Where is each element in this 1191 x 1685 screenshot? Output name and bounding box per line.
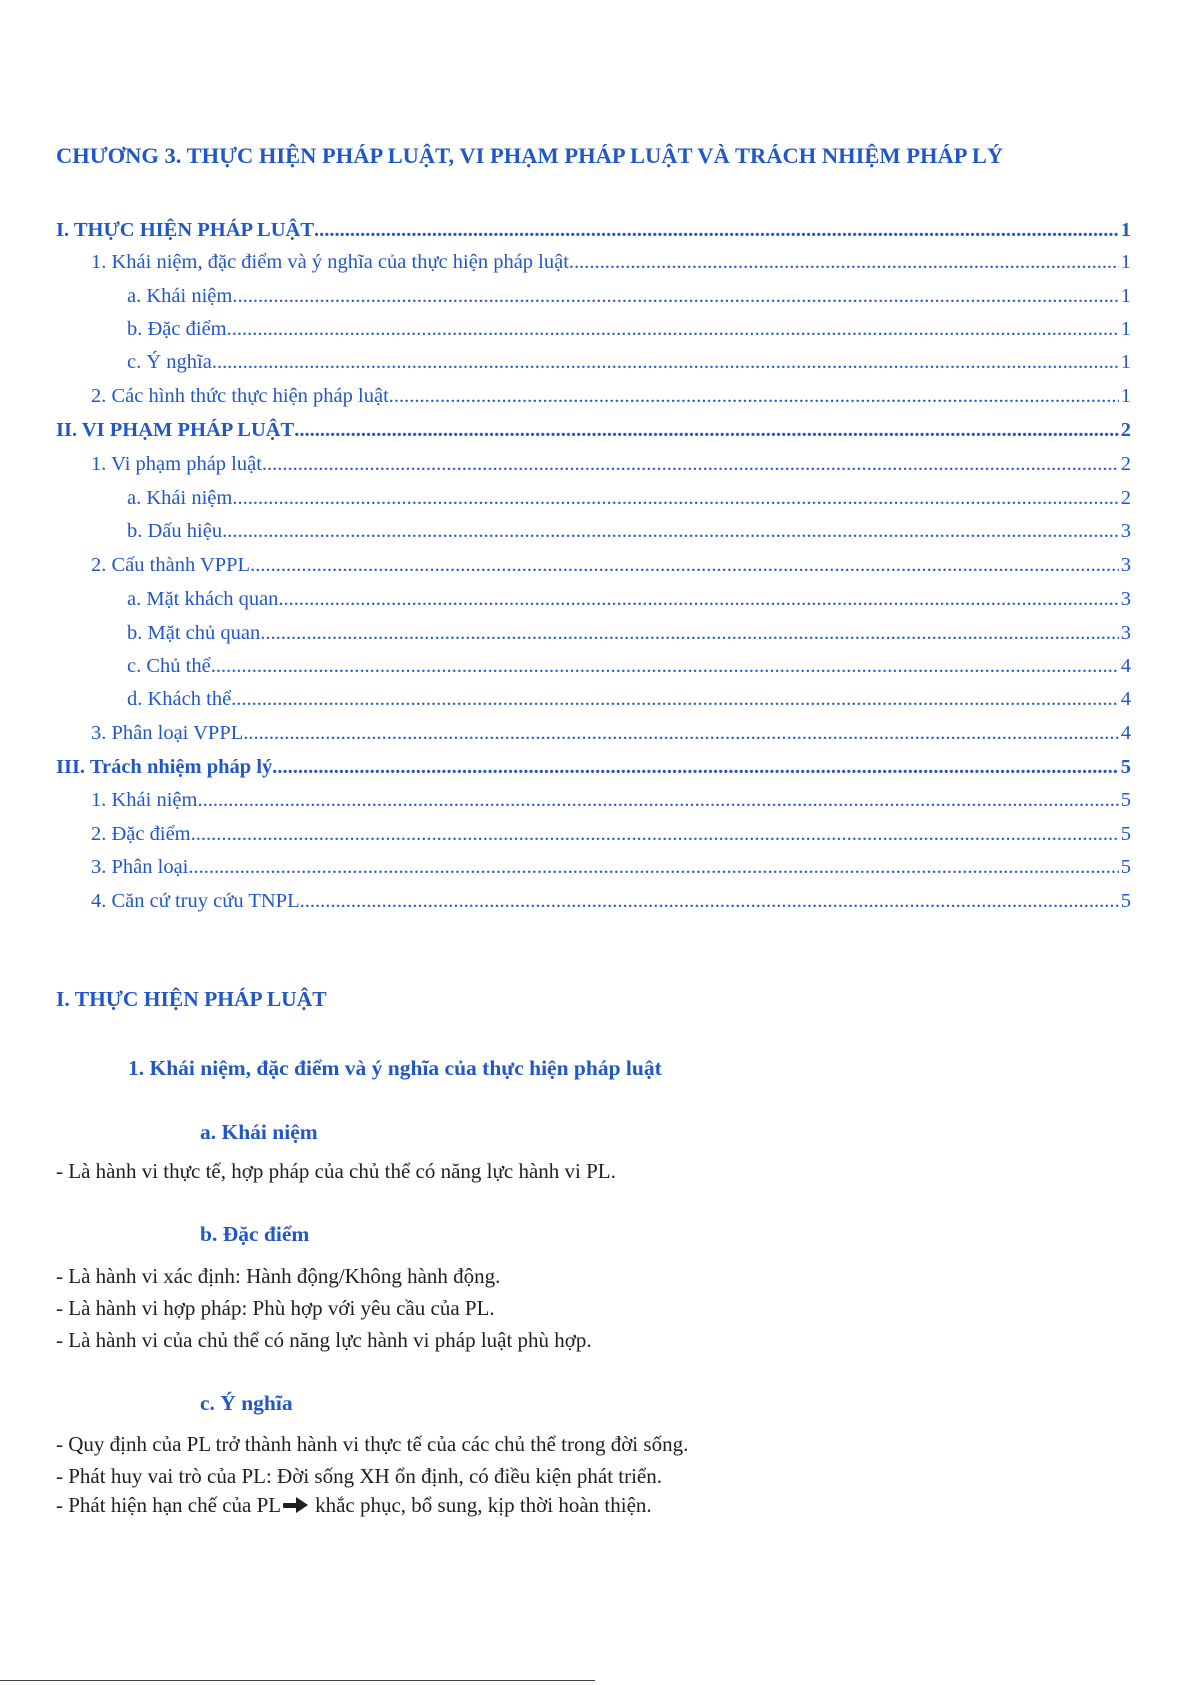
toc-entry-label: 4. Căn cứ truy cứu TNPL	[91, 890, 300, 912]
toc-entry-label: 1. Khái niệm, đặc điểm và ý nghĩa của thực hiện pháp luật	[91, 251, 569, 273]
toc-entry-page: 5	[1120, 756, 1131, 778]
toc-entry-page: 2	[1120, 453, 1131, 475]
toc-entry[interactable]	[56, 215, 1131, 245]
toc-entry-label: c. Chủ thể	[127, 655, 211, 677]
paragraph-line: - Là hành vi thực tế, hợp pháp của chủ thể có năng lực hành vi PL.	[56, 1159, 616, 1183]
toc-entry-label: b. Đặc điểm	[127, 318, 227, 340]
toc-entry-page: 4	[1120, 688, 1131, 710]
toc-entry[interactable]	[127, 347, 1131, 377]
paragraph-line: - Là hành vi hợp pháp: Phù hợp với yêu cầu của PL.	[56, 1296, 495, 1320]
toc-entry[interactable]	[56, 415, 1131, 445]
toc-entry-page: 2	[1120, 487, 1131, 509]
toc-dot-leader	[294, 415, 1119, 445]
paragraph-line: - Là hành vi của chủ thể có năng lực hành vi pháp luật phù hợp.	[56, 1328, 592, 1352]
toc-dot-leader	[222, 516, 1119, 546]
toc-entry-label: b. Dấu hiệu	[127, 520, 223, 542]
toc-entry[interactable]	[127, 483, 1131, 513]
toc-entry-page: 5	[1120, 823, 1131, 845]
subheading-y-nghia: c. Ý nghĩa	[200, 1391, 293, 1415]
toc-entry-page: 3	[1120, 622, 1131, 644]
subheading-khai-niem: a. Khái niệm	[200, 1120, 318, 1144]
toc-dot-leader	[314, 215, 1119, 245]
toc-dot-leader	[227, 314, 1119, 344]
toc-entry-label: 2. Cấu thành VPPL	[91, 554, 251, 576]
toc-dot-leader	[211, 651, 1119, 681]
toc-entry-label: II. VI PHẠM PHÁP LUẬT	[56, 419, 295, 441]
subheading-dac-diem: b. Đặc điểm	[200, 1222, 310, 1246]
toc-entry-label: III. Trách nhiệm pháp lý	[56, 756, 273, 778]
paragraph-line: - Phát huy vai trò của PL: Đời sống XH ổn định, có điều kiện phát triển.	[56, 1464, 663, 1488]
toc-entry-page: 1	[1120, 251, 1131, 273]
toc-entry-page: 3	[1120, 554, 1131, 576]
toc-entry[interactable]	[127, 281, 1131, 311]
toc-entry-page: 5	[1120, 789, 1131, 811]
toc-entry[interactable]	[127, 584, 1131, 614]
paragraph-line: - Quy định của PL trở thành hành vi thực tế của các chủ thể trong đời sống.	[56, 1432, 689, 1456]
toc-entry-label: 2. Đặc điểm	[91, 823, 191, 845]
toc-entry-page: 1	[1120, 285, 1131, 307]
toc-entry-label: d. Khách thể	[127, 688, 232, 710]
toc-entry-label: 3. Phân loại VPPL	[91, 722, 244, 744]
toc-dot-leader	[232, 281, 1118, 311]
toc-entry[interactable]	[91, 550, 1131, 580]
toc-entry[interactable]	[127, 516, 1131, 546]
toc-dot-leader	[188, 852, 1118, 882]
toc-entry[interactable]	[91, 886, 1131, 916]
toc-entry[interactable]	[91, 718, 1131, 748]
toc-entry-label: c. Ý nghĩa	[127, 351, 212, 373]
toc-dot-leader	[569, 247, 1119, 277]
toc-dot-leader	[250, 550, 1119, 580]
toc-entry[interactable]	[91, 381, 1131, 411]
toc-entry-page: 5	[1120, 890, 1131, 912]
toc-entry-label: 1. Vi phạm pháp luật	[91, 453, 262, 475]
toc-entry-label: I. THỰC HIỆN PHÁP LUẬT	[56, 219, 314, 241]
footnote-separator	[0, 1680, 595, 1681]
toc-entry[interactable]	[127, 314, 1131, 344]
toc-entry-page: 5	[1120, 856, 1131, 878]
toc-entry-page: 3	[1120, 520, 1131, 542]
toc-entry[interactable]	[91, 785, 1131, 815]
toc-dot-leader	[191, 819, 1119, 849]
toc-entry[interactable]	[56, 752, 1131, 782]
toc-entry-label: 2. Các hình thức thực hiện pháp luật	[91, 385, 389, 407]
toc-entry-page: 3	[1120, 588, 1131, 610]
toc-dot-leader	[231, 684, 1119, 714]
toc-entry-label: 3. Phân loại	[91, 856, 189, 878]
toc-entry-page: 4	[1120, 655, 1131, 677]
toc-dot-leader	[389, 381, 1119, 411]
toc-dot-leader	[262, 449, 1119, 479]
toc-dot-leader	[243, 718, 1119, 748]
paragraph-line: - Là hành vi xác định: Hành động/Không hành động.	[56, 1264, 501, 1288]
toc-entry[interactable]	[127, 684, 1131, 714]
toc-entry-label: a. Khái niệm	[127, 487, 233, 509]
subsection-heading: 1. Khái niệm, đặc điểm và ý nghĩa của thực hiện pháp luật	[128, 1056, 662, 1080]
chapter-title: CHƯƠNG 3. THỰC HIỆN PHÁP LUẬT, VI PHẠM PHÁP LUẬT VÀ TRÁCH NHIỆM PHÁP LÝ	[56, 143, 1004, 168]
toc-entry[interactable]	[91, 819, 1131, 849]
toc-dot-leader	[197, 785, 1118, 815]
toc-entry-label: a. Mặt khách quan	[127, 588, 279, 610]
toc-entry-page: 1	[1120, 385, 1131, 407]
toc-entry-page: 1	[1120, 318, 1131, 340]
section-heading: I. THỰC HIỆN PHÁP LUẬT	[56, 987, 327, 1011]
paragraph-line	[56, 1490, 652, 1520]
arrow-right-icon	[283, 1496, 311, 1514]
toc-entry-label: a. Khái niệm	[127, 285, 233, 307]
paragraph-text: khắc phục, bổ sung, kịp thời hoàn thiện.	[315, 1493, 652, 1517]
toc-entry-label: 1. Khái niệm	[91, 789, 198, 811]
toc-dot-leader	[212, 347, 1119, 377]
toc-entry-page: 4	[1120, 722, 1131, 744]
toc-entry-label: b. Mặt chủ quan	[127, 622, 261, 644]
toc-entry[interactable]	[91, 449, 1131, 479]
toc-entry[interactable]	[91, 852, 1131, 882]
toc-dot-leader	[278, 584, 1118, 614]
toc-dot-leader	[272, 752, 1118, 782]
toc-entry-page: 1	[1120, 219, 1131, 241]
toc-dot-leader	[300, 886, 1119, 916]
toc-entry[interactable]	[127, 618, 1131, 648]
toc-entry[interactable]	[127, 651, 1131, 681]
toc-entry[interactable]	[91, 247, 1131, 277]
toc-dot-leader	[260, 618, 1119, 648]
paragraph-text: - Phát hiện hạn chế của PL	[56, 1493, 282, 1517]
toc-entry-page: 2	[1120, 419, 1131, 441]
toc-dot-leader	[232, 483, 1118, 513]
toc-entry-page: 1	[1120, 351, 1131, 373]
